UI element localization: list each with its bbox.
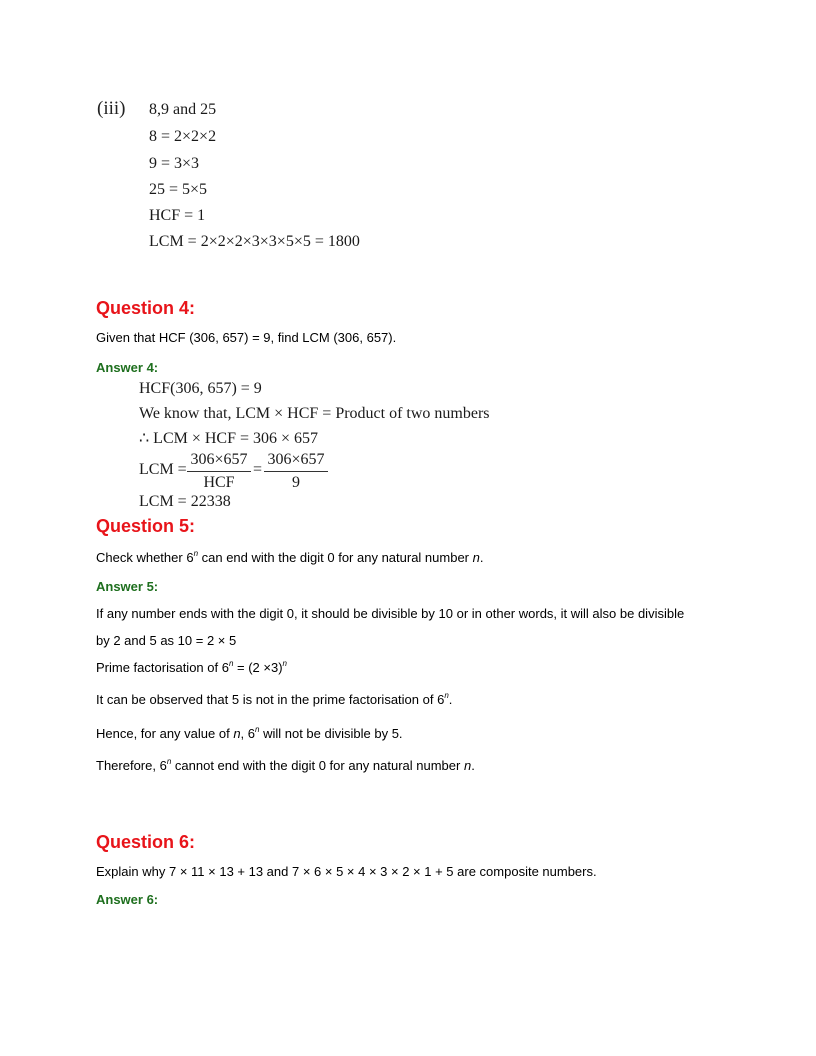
answer-5-heading: Answer 5: xyxy=(96,579,159,594)
fraction-2-denominator: 9 xyxy=(292,474,300,491)
fraction-1-bar xyxy=(187,471,251,472)
answer-5-therefore: Therefore, 6$^n$ cannot end with the digit 0 for any natural number n. xyxy=(96,757,475,773)
answer-4-equals: = xyxy=(253,461,263,478)
question-6-text: Explain why 7 × 11 × 13 + 13 and 7 × 6 × 5 × 4 × 3 × 2 × 1 + 5 are composite numbers. xyxy=(96,864,597,879)
answer-5-para-line-2: by 2 and 5 as 10 = 2 × 5 xyxy=(96,633,237,648)
question-6-heading: Question 6: xyxy=(96,832,196,852)
question-4-heading: Question 4: xyxy=(96,298,196,318)
answer-4-result: LCM = 22338 xyxy=(139,493,231,510)
part-iii-line-2: 8 = 2×2×2 xyxy=(149,128,217,145)
question-4-text: Given that HCF (306, 657) = 9, find LCM (306, 657). xyxy=(96,330,397,345)
answer-5-hence: Hence, for any value of n, 6$^n$ will not be divisible by 5. xyxy=(96,725,403,741)
answer-4-fraction-1 xyxy=(187,451,251,492)
part-iii-line-6: LCM = 2×2×2×3×3×5×5 = 1800 xyxy=(149,233,360,250)
answer-4-heading: Answer 4: xyxy=(96,360,159,375)
part-iii-line-1: 8,9 and 25 xyxy=(149,101,217,118)
question-5-text: Check whether 6$^n$ can end with the digit 0 for any natural number n. xyxy=(96,549,484,565)
answer-4-line-3: ∴ LCM × HCF = 306 × 657 xyxy=(139,430,319,447)
fraction-1-numerator: 306×657 xyxy=(190,451,248,468)
answer-4-lcm-lhs: LCM = xyxy=(139,461,187,478)
part-iii-line-4: 25 = 5×5 xyxy=(149,181,208,198)
answer-5-prime-factorisation: Prime factorisation of $6^n = (2 \times 3)^n$ xyxy=(96,659,287,675)
fraction-2-numerator: 306×657 xyxy=(267,451,325,468)
answer-4-fraction-2 xyxy=(264,451,328,492)
answer-6-heading: Answer 6: xyxy=(96,892,159,907)
part-iii-label: (iii) xyxy=(97,98,126,119)
fraction-1-denominator: HCF xyxy=(203,474,235,491)
part-iii-line-3: 9 = 3×3 xyxy=(149,155,200,172)
answer-5-para-line-1: If any number ends with the digit 0, it should be divisible by 10 or in other words, it will also be divisible xyxy=(96,606,685,621)
answer-4-line-2: We know that, LCM × HCF = Product of two numbers xyxy=(139,405,490,422)
answer-5-observation: It can be observed that 5 is not in the prime factorisation of 6$^n$. xyxy=(96,691,453,707)
answer-4-line-1: HCF(306, 657) = 9 xyxy=(139,380,262,397)
question-5-heading: Question 5: xyxy=(96,516,196,536)
fraction-2-bar xyxy=(264,471,328,472)
part-iii-line-5: HCF = 1 xyxy=(149,207,206,224)
